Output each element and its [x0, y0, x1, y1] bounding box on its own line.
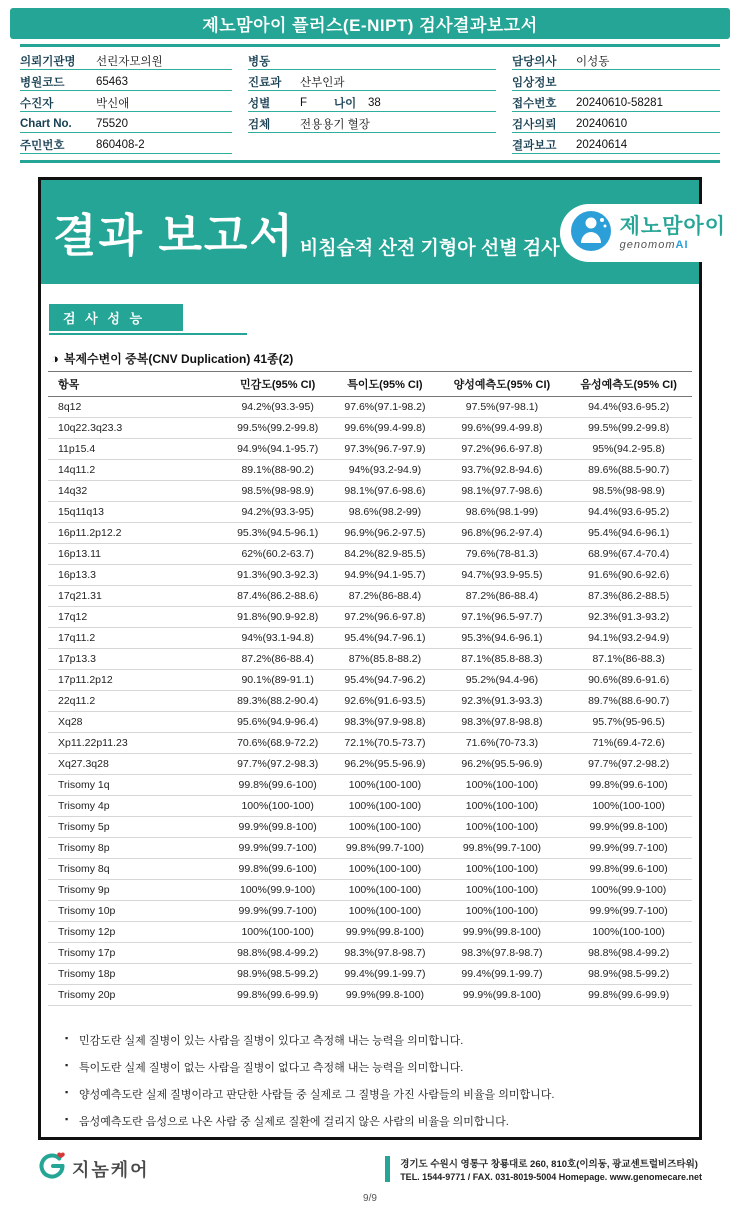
- table-row: [48, 670, 692, 691]
- field-label: 주민번호: [20, 139, 65, 152]
- row-value: 98.3%(97.8-98.7): [331, 943, 438, 964]
- row-value: 97.6%(97.1-98.2): [331, 397, 438, 418]
- footer-address: 경기도 수원시 영통구 창룡대로 260, 810호(이의동, 광교센트럴비즈타워): [400, 1158, 698, 1170]
- logo-english-text: genomomAI: [619, 238, 689, 251]
- row-value: 98.3%(97.8-98.7): [439, 943, 566, 964]
- patient-info-column: [20, 52, 232, 157]
- row-label: Trisomy 4p: [48, 796, 224, 817]
- row-value: 94.4%(93.6-95.2): [565, 502, 692, 523]
- row-value: 98.8%(98.4-99.2): [224, 943, 331, 964]
- row-value: 100%(100-100): [331, 775, 438, 796]
- row-value: 100%(100-100): [331, 859, 438, 880]
- row-value: 98.6%(98.1-99): [439, 502, 566, 523]
- logo-korean-text: 제노맘아이: [619, 215, 727, 239]
- genomecare-logo-text: 지놈케어: [72, 1159, 150, 1180]
- row-label: 16p13.3: [48, 565, 224, 586]
- patient-info-field: [248, 94, 496, 112]
- row-value: 100%(100-100): [565, 922, 692, 943]
- footer-phone-homepage: TEL. 1544-9771 / FAX. 031-8019-5004 Homepage. www.genomecare.net: [400, 1171, 702, 1182]
- field-value: 75520: [96, 117, 128, 130]
- table-row: [48, 733, 692, 754]
- table-row: [48, 712, 692, 733]
- row-value: 87.2%(86-88.4): [439, 586, 566, 607]
- table-row: [48, 628, 692, 649]
- row-value: 100%(100-100): [439, 817, 566, 838]
- row-value: 99.8%(99.6-100): [224, 775, 331, 796]
- row-value: 96.2%(95.5-96.9): [331, 754, 438, 775]
- row-value: 87.2%(86-88.4): [224, 649, 331, 670]
- row-value: 99.8%(99.6-100): [565, 775, 692, 796]
- row-value: 99.8%(99.7-100): [439, 838, 566, 859]
- patient-info-field: [20, 136, 232, 154]
- row-value: 95.4%(94.7-96.1): [331, 628, 438, 649]
- table-row: [48, 544, 692, 565]
- table-row: [48, 523, 692, 544]
- table-row: [48, 775, 692, 796]
- row-value: 87.1%(86-88.3): [565, 649, 692, 670]
- row-value: 99.5%(99.2-99.8): [565, 418, 692, 439]
- section-title: 검 사 성 능: [49, 304, 183, 331]
- row-value: 94%(93.2-94.9): [331, 460, 438, 481]
- row-label: 17p11.2p12: [48, 670, 224, 691]
- row-label: 17q21.31: [48, 586, 224, 607]
- row-label: Trisomy 8p: [48, 838, 224, 859]
- row-label: 22q11.2: [48, 691, 224, 712]
- row-value: 94.7%(93.9-95.5): [439, 565, 566, 586]
- genomom-logo-icon: [570, 210, 612, 257]
- row-label: Trisomy 9p: [48, 880, 224, 901]
- row-value: 89.7%(88.6-90.7): [565, 691, 692, 712]
- row-value: 99.8%(99.6-100): [224, 859, 331, 880]
- row-value: 99.9%(99.7-100): [224, 838, 331, 859]
- row-label: 16p11.2p12.2: [48, 523, 224, 544]
- row-value: 99.9%(99.7-100): [565, 901, 692, 922]
- patient-info-field: [512, 73, 720, 91]
- row-value: 100%(100-100): [331, 880, 438, 901]
- field-label: 나이: [334, 97, 357, 110]
- patient-info-field: [20, 115, 232, 133]
- row-value: 94.4%(93.6-95.2): [565, 397, 692, 418]
- row-value: 97.7%(97.2-98.3): [224, 754, 331, 775]
- table-subtitle-text: 복제수변이 중복(CNV Duplication) 41종(2): [63, 352, 294, 366]
- row-value: 98.3%(97.8-98.8): [439, 712, 566, 733]
- field-value: 전용용기 혈장: [300, 118, 370, 131]
- column-header: 민감도(95% CI): [224, 372, 331, 397]
- row-value: 99.9%(99.7-100): [565, 838, 692, 859]
- row-value: 87.3%(86.2-88.5): [565, 586, 692, 607]
- row-value: 94%(93.1-94.8): [224, 628, 331, 649]
- table-row: [48, 481, 692, 502]
- table-row: [48, 838, 692, 859]
- row-value: 99.9%(99.8-100): [439, 985, 566, 1006]
- row-label: Trisomy 1q: [48, 775, 224, 796]
- row-value: 95.2%(94.4-96): [439, 670, 566, 691]
- table-row: [48, 418, 692, 439]
- table-body: [48, 397, 692, 1006]
- table-row: [48, 565, 692, 586]
- footer-contact: [385, 1156, 702, 1182]
- field-value: 박신애: [96, 97, 130, 110]
- table-row: [48, 691, 692, 712]
- table-row: [48, 586, 692, 607]
- table-row: [48, 649, 692, 670]
- row-value: 99.4%(99.1-99.7): [331, 964, 438, 985]
- table-row: [48, 985, 692, 1006]
- row-value: 97.1%(96.5-97.7): [439, 607, 566, 628]
- field-value: 20240610-58281: [576, 96, 663, 109]
- field-label: 임상정보: [512, 76, 557, 89]
- row-label: 11p15.4: [48, 439, 224, 460]
- field-label: 검사의뢰: [512, 118, 557, 131]
- field-value: 20240614: [576, 138, 628, 151]
- row-value: 96.9%(96.2-97.5): [331, 523, 438, 544]
- row-value: 99.9%(99.7-100): [224, 901, 331, 922]
- row-value: 95.3%(94.6-96.1): [439, 628, 566, 649]
- row-label: Trisomy 17p: [48, 943, 224, 964]
- row-value: 99.5%(99.2-99.8): [224, 418, 331, 439]
- row-value: 90.1%(89-91.1): [224, 670, 331, 691]
- row-value: 100%(100-100): [565, 796, 692, 817]
- row-label: 17q12: [48, 607, 224, 628]
- row-label: Xq27.3q28: [48, 754, 224, 775]
- row-value: 68.9%(67.4-70.4): [565, 544, 692, 565]
- banner-title: 결과 보고서: [53, 210, 295, 261]
- field-label: 진료과: [248, 76, 282, 89]
- half-circle-icon: ◑: [51, 351, 59, 366]
- row-value: 84.2%(82.9-85.5): [331, 544, 438, 565]
- page-number: 9/9: [363, 1193, 377, 1204]
- table-row: [48, 397, 692, 418]
- patient-info-field: [512, 115, 720, 133]
- patient-info-field: [512, 52, 720, 70]
- row-label: Xp11.22p11.23: [48, 733, 224, 754]
- patient-info-field: [248, 52, 496, 70]
- row-value: 79.6%(78-81.3): [439, 544, 566, 565]
- row-value: 100%(100-100): [331, 901, 438, 922]
- row-value: 92.3%(91.3-93.3): [439, 691, 566, 712]
- row-value: 99.8%(99.6-99.9): [224, 985, 331, 1006]
- row-value: 70.6%(68.9-72.2): [224, 733, 331, 754]
- table-row: [48, 502, 692, 523]
- row-value: 99.9%(99.8-100): [439, 922, 566, 943]
- row-label: 16p13.11: [48, 544, 224, 565]
- field-value: 38: [368, 96, 381, 109]
- column-header: 항목: [48, 372, 224, 397]
- table-row: [48, 817, 692, 838]
- table-row: [48, 880, 692, 901]
- row-value: 92.3%(91.3-93.2): [565, 607, 692, 628]
- row-value: 100%(100-100): [439, 880, 566, 901]
- row-value: 91.8%(90.9-92.8): [224, 607, 331, 628]
- row-value: 95.4%(94.6-96.1): [565, 523, 692, 544]
- row-value: 99.9%(99.8-100): [224, 817, 331, 838]
- row-value: 92.6%(91.6-93.5): [331, 691, 438, 712]
- row-value: 90.6%(89.6-91.6): [565, 670, 692, 691]
- row-value: 93.7%(92.8-94.6): [439, 460, 566, 481]
- table-row: [48, 460, 692, 481]
- row-label: 17p13.3: [48, 649, 224, 670]
- page-footer: [38, 1152, 702, 1185]
- row-value: 98.1%(97.6-98.6): [331, 481, 438, 502]
- table-row: [48, 796, 692, 817]
- row-label: 17q11.2: [48, 628, 224, 649]
- table-subtitle: [51, 350, 699, 367]
- row-value: 100%(100-100): [331, 817, 438, 838]
- row-value: 100%(100-100): [439, 796, 566, 817]
- row-value: 97.7%(97.2-98.2): [565, 754, 692, 775]
- field-label: 검체: [248, 118, 271, 131]
- row-value: 94.2%(93.3-95): [224, 502, 331, 523]
- genomecare-logo: [38, 1152, 150, 1185]
- row-value: 99.6%(99.4-99.8): [439, 418, 566, 439]
- row-label: Trisomy 10p: [48, 901, 224, 922]
- table-row: [48, 754, 692, 775]
- row-label: 8q12: [48, 397, 224, 418]
- table-header-row: [48, 372, 692, 397]
- patient-info-field: [20, 52, 232, 70]
- row-value: 94.9%(94.1-95.7): [331, 565, 438, 586]
- footnote: ▪ 특이도란 실제 질병이 없는 사람을 질병이 없다고 측정해 내는 능력을 의미합니다.: [65, 1059, 699, 1075]
- row-value: 100%(100-100): [439, 775, 566, 796]
- patient-info-column: [248, 52, 496, 157]
- column-header: 양성예측도(95% CI): [439, 372, 566, 397]
- row-label: Trisomy 20p: [48, 985, 224, 1006]
- row-label: Trisomy 12p: [48, 922, 224, 943]
- field-value: 860408-2: [96, 138, 145, 151]
- row-value: 87.1%(85.8-88.3): [439, 649, 566, 670]
- patient-info-field: [20, 73, 232, 91]
- row-value: 98.5%(98-98.9): [224, 481, 331, 502]
- row-value: 87.4%(86.2-88.6): [224, 586, 331, 607]
- table-row: [48, 607, 692, 628]
- section-header-underline: [49, 304, 247, 335]
- patient-info-column: [512, 52, 720, 157]
- footnote: ▪ 민감도란 실제 질병이 있는 사람을 질병이 있다고 측정해 내는 능력을 의미합니다.: [65, 1032, 699, 1048]
- row-value: 100%(100-100): [439, 901, 566, 922]
- table-row: [48, 964, 692, 985]
- row-value: 100%(100-100): [224, 796, 331, 817]
- row-value: 98.6%(98.2-99): [331, 502, 438, 523]
- row-value: 99.9%(99.8-100): [331, 922, 438, 943]
- genomom-logo: [560, 204, 740, 262]
- field-label: 병원코드: [20, 76, 65, 89]
- row-value: 94.1%(93.2-94.9): [565, 628, 692, 649]
- field-value: 65463: [96, 75, 128, 88]
- field-value: 선린자모의원: [96, 55, 163, 68]
- field-value: 산부인과: [300, 76, 345, 89]
- row-value: 99.4%(99.1-99.7): [439, 964, 566, 985]
- field-label: 접수번호: [512, 97, 557, 110]
- row-value: 89.1%(88-90.2): [224, 460, 331, 481]
- row-value: 99.8%(99.6-99.9): [565, 985, 692, 1006]
- field-value: 20240610: [576, 117, 628, 130]
- row-label: Trisomy 8q: [48, 859, 224, 880]
- patient-info: [20, 52, 720, 157]
- field-label: 병동: [248, 55, 271, 68]
- row-value: 72.1%(70.5-73.7): [331, 733, 438, 754]
- row-value: 99.8%(99.7-100): [331, 838, 438, 859]
- row-value: 99.9%(99.8-100): [331, 985, 438, 1006]
- row-value: 95.6%(94.9-96.4): [224, 712, 331, 733]
- table-row: [48, 901, 692, 922]
- row-value: 94.2%(93.3-95): [224, 397, 331, 418]
- patient-info-field: [248, 115, 496, 133]
- genomom-logo-text: [620, 215, 726, 250]
- field-label: 성별: [248, 97, 271, 110]
- row-label: 15q11q13: [48, 502, 224, 523]
- table-row: [48, 859, 692, 880]
- result-box: [38, 177, 727, 1140]
- row-value: 62%(60.2-63.7): [224, 544, 331, 565]
- patient-info-field: [20, 94, 232, 112]
- patient-info-field: [248, 73, 496, 91]
- footnote: ▪ 음성예측도란 음성으로 나온 사람 중 실제로 질환에 걸리지 않은 사람의 비율을 의미합니다.: [65, 1113, 699, 1129]
- footnotes: [65, 1032, 699, 1129]
- report-title: 제노맘아이 플러스(E-NIPT) 검사결과보고서: [202, 16, 538, 35]
- row-value: 99.8%(99.6-100): [565, 859, 692, 880]
- row-value: 98.9%(98.5-99.2): [224, 964, 331, 985]
- result-banner: [41, 180, 727, 284]
- row-value: 99.6%(99.4-99.8): [331, 418, 438, 439]
- field-label: 담당의사: [512, 55, 557, 68]
- genomecare-logo-icon: [38, 1152, 66, 1185]
- row-value: 98.1%(97.7-98.6): [439, 481, 566, 502]
- patient-info-section: [20, 44, 720, 163]
- row-value: 97.3%(96.7-97.9): [331, 439, 438, 460]
- row-value: 97.2%(96.6-97.8): [439, 439, 566, 460]
- table-row: [48, 922, 692, 943]
- field-value: 이성동: [576, 55, 610, 68]
- row-value: 96.8%(96.2-97.4): [439, 523, 566, 544]
- row-value: 95.4%(94.7-96.2): [331, 670, 438, 691]
- row-value: 100%(99.9-100): [565, 880, 692, 901]
- row-value: 100%(100-100): [331, 796, 438, 817]
- row-label: Xq28: [48, 712, 224, 733]
- row-value: 71%(69.4-72.6): [565, 733, 692, 754]
- row-value: 71.6%(70-73.3): [439, 733, 566, 754]
- row-value: 89.3%(88.2-90.4): [224, 691, 331, 712]
- row-value: 94.9%(94.1-95.7): [224, 439, 331, 460]
- row-value: 89.6%(88.5-90.7): [565, 460, 692, 481]
- table-row: [48, 943, 692, 964]
- row-label: 14q11.2: [48, 460, 224, 481]
- row-value: 98.5%(98-98.9): [565, 481, 692, 502]
- row-value: 91.3%(90.3-92.3): [224, 565, 331, 586]
- field-value: F: [300, 96, 308, 109]
- field-label: Chart No.: [20, 117, 72, 130]
- row-label: 14q32: [48, 481, 224, 502]
- report-title-bar: [10, 8, 730, 39]
- row-label: Trisomy 5p: [48, 817, 224, 838]
- table-row: [48, 439, 692, 460]
- row-value: 91.6%(90.6-92.6): [565, 565, 692, 586]
- row-label: Trisomy 18p: [48, 964, 224, 985]
- row-value: 97.5%(97-98.1): [439, 397, 566, 418]
- row-value: 98.3%(97.9-98.8): [331, 712, 438, 733]
- footnote: ▪ 양성예측도란 실제 질병이라고 판단한 사람들 중 실제로 그 질병을 가진 사람들의 비율을 의미합니다.: [65, 1086, 699, 1102]
- field-label: 수진자: [20, 97, 54, 110]
- performance-table: [48, 371, 692, 1006]
- row-value: 95%(94.2-95.8): [565, 439, 692, 460]
- row-value: 87%(85.8-88.2): [331, 649, 438, 670]
- row-value: 95.3%(94.5-96.1): [224, 523, 331, 544]
- row-value: 98.9%(98.5-99.2): [565, 964, 692, 985]
- row-value: 98.8%(98.4-99.2): [565, 943, 692, 964]
- row-value: 95.7%(95-96.5): [565, 712, 692, 733]
- row-value: 96.2%(95.5-96.9): [439, 754, 566, 775]
- row-value: 100%(99.9-100): [224, 880, 331, 901]
- patient-info-field: [512, 94, 720, 112]
- row-value: 97.2%(96.6-97.8): [331, 607, 438, 628]
- row-value: 100%(100-100): [224, 922, 331, 943]
- column-header: 특이도(95% CI): [331, 372, 438, 397]
- row-value: 87.2%(86-88.4): [331, 586, 438, 607]
- banner-subtitle: 비침습적 산전 기형아 선별 검사: [299, 238, 560, 259]
- patient-info-field: [512, 136, 720, 154]
- row-label: 10q22.3q23.3: [48, 418, 224, 439]
- column-header: 음성예측도(95% CI): [565, 372, 692, 397]
- row-value: 99.9%(99.8-100): [565, 817, 692, 838]
- field-label: 결과보고: [512, 139, 557, 152]
- row-value: 100%(100-100): [439, 859, 566, 880]
- field-label: 의뢰기관명: [20, 55, 76, 68]
